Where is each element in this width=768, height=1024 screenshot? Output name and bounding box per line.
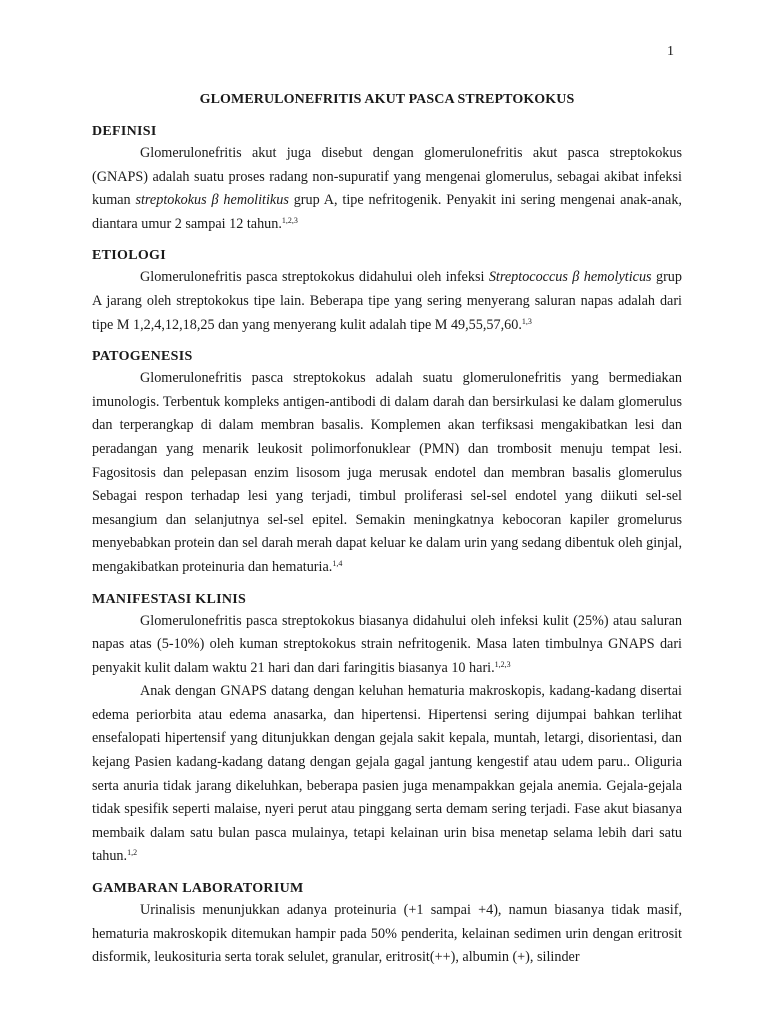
paragraph [92, 610, 682, 681]
reference-superscript: 1,4 [332, 558, 343, 568]
text-run: Glomerulonefritis akut juga disebut dengan glomerulonefritis akut pasca streptokokus (GNAPS) adalah suatu proses radang non-supuratif yang mengenai glomerulus, sebagai akibat infeksi kuman [92, 145, 682, 209]
paragraph [92, 142, 682, 236]
reference-superscript: 1,3 [521, 316, 532, 326]
text-run: grup A jarang oleh streptokokus tipe lain. Beberapa tipe yang sering menyerang saluran napas adalah dari tipe M 1,2,4,12,18,25 dan yang menyerang kulit adalah tipe M 49,55,57,60. [92, 269, 682, 333]
section-definisi [92, 122, 682, 236]
paragraph [92, 899, 682, 970]
document-title: GLOMERULONEFRITIS AKUT PASCA STREPTOKOKUS [199, 92, 575, 107]
section-patogenesis [92, 347, 682, 579]
section-heading: PATOGENESIS [92, 349, 193, 365]
section-etiologi [92, 246, 682, 337]
text-run: Glomerulonefritis pasca streptokokus biasanya didahului oleh infeksi kulit (25%) atau saluran napas atas (5-10%) oleh kuman streptokokus strain nefritogenik. Masa laten timbulnya GNAPS dari penyakit kulit dalam waktu 21 hari dan dari faringitis biasanya 10 hari. [92, 612, 682, 676]
italic-term: Streptococcus β hemolyticus [488, 269, 652, 286]
text-run: Glomerulonefritis pasca streptokokus didahului oleh infeksi [140, 269, 489, 286]
paragraph [92, 680, 682, 869]
section-heading: GAMBARAN LABORATORIUM [92, 881, 304, 897]
text-run: Urinalisis menunjukkan adanya proteinuria (+1 sampai +4), namun biasanya tidak masif, hematuria makroskopik ditemukan hampir pada 50% penderita, kelainan sedimen urin dengan eritrosit disformik, leukosituria serta torak selulet, granular, eritrosit(++), albumin (+), silinder [92, 902, 682, 966]
paragraph [92, 266, 682, 337]
reference-superscript: 1,2,3 [494, 659, 511, 669]
text-run: Glomerulonefritis pasca streptokokus adalah suatu glomerulonefritis yang bermediakan imunologis. Terbentuk kompleks antigen-antibodi di dalam darah dan bersirkulasi ke dalam glomerulus dan terperangkap di dalam membran basalis. Komplemen akan terfiksasi mengakibatkan lesi dan peradangan yang menarik leukosit polimorfonuklear (PMN) dan trombosit menuju tempat lesi. Fagositosis dan pelepasan enzim lisosom juga merusak endotel dan membran basalis glomerulus Sebagai respon terhadap lesi yang terjadi, timbul proliferasi sel-sel endotel yang diikuti sel-sel mesangium dan selanjutnya sel-sel epitel. Semakin meningkatnya kebocoran kapiler gromelurus menyebabkan protein dan sel darah merah dapat keluar ke dalam urin yang sedang dibentuk oleh ginjal, mengakibatkan proteinuria dan hematuria. [92, 370, 682, 575]
text-run: grup A, tipe nefritogenik. Penyakit ini sering mengenai anak-anak, diantara umur 2 sampai 12 tahun. [92, 192, 682, 232]
reference-superscript: 1,2 [127, 848, 138, 858]
reference-superscript: 1,2,3 [281, 215, 298, 225]
section-heading: ETIOLOGI [92, 248, 166, 264]
section-heading: MANIFESTASI KLINIS [92, 591, 247, 607]
section-manifestasi-klinis [92, 590, 682, 870]
text-run: Anak dengan GNAPS datang dengan keluhan hematuria makroskopis, kadang-kadang disertai edema periorbita atau edema anasarka, dan hipertensi. Hipertensi sering dijumpai bahkan terlihat ensefalopati hipertensif yang ditunjukkan dengan gejala sakit kepala, muntah, letargi, disorientasi, dan kejang Pasien kadang-kadang datang dengan gejala gagal jantung kengestif atau udem paru.. Oliguria serta anuria tidak jarang dikeluhkan, beberapa pasien juga menampakkan gejala anemia. Gejala-gejala tidak spesifik seperti malaise, nyeri perut atau pinggang serta demam sering terjadi. Fase akut biasanya membaik dalam satu bulan pasca mulainya, tetapi kelainan urin bisa menetap selama lebih dari satu tahun. [92, 683, 682, 865]
paragraph [92, 367, 682, 579]
section-gambaran-laboratorium [92, 879, 682, 970]
section-heading: DEFINISI [92, 124, 157, 139]
page-number: 1 [667, 44, 674, 59]
italic-term: streptokokus β hemolitikus [135, 192, 289, 209]
